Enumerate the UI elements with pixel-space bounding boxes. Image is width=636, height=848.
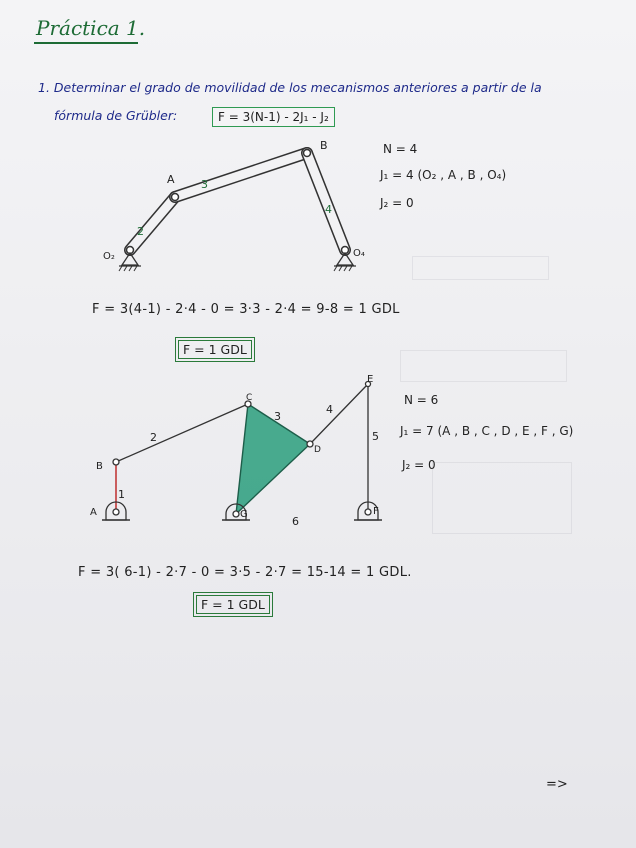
mech2-note-J2: J₂ = 0 bbox=[402, 458, 436, 472]
mech2-label-F: F bbox=[373, 506, 379, 517]
mech2-label-A: A bbox=[90, 507, 97, 518]
mech2-label-G: G bbox=[240, 509, 248, 520]
mech1-link4 bbox=[307, 153, 345, 250]
mech1-link2 bbox=[130, 197, 175, 250]
joint-B2 bbox=[113, 459, 119, 465]
mech1-link3 bbox=[175, 153, 307, 197]
mech1-label-link2: 2 bbox=[137, 225, 144, 238]
mech2-label-link5: 5 bbox=[372, 430, 379, 443]
mech1-label-B: B bbox=[320, 139, 328, 152]
mech1-note-N: N = 4 bbox=[383, 142, 418, 156]
page-title: Práctica 1. bbox=[36, 16, 146, 40]
exercise-statement-text: Determinar el grado de movilidad de los mecanismos anteriores a partir de la bbox=[53, 80, 542, 95]
mech1-label-link3: 3 bbox=[201, 178, 208, 191]
mech2-label-D: D bbox=[314, 445, 321, 455]
mech1-calculation: F = 3(4-1) - 2·4 - 0 = 3·3 - 2·4 = 9-8 = 1 GDL bbox=[92, 302, 400, 317]
bleed-through-smudge-3 bbox=[400, 350, 567, 382]
joint-A bbox=[172, 194, 179, 201]
mech2-label-link6: 6 bbox=[292, 515, 299, 528]
joint-B bbox=[304, 150, 311, 157]
mech2-label-B: B bbox=[96, 461, 103, 472]
mech1-label-O4: O₄ bbox=[353, 248, 365, 259]
mech2-link4 bbox=[310, 384, 368, 444]
mech1-label-link4: 4 bbox=[325, 203, 332, 216]
title-underline bbox=[34, 42, 138, 44]
mech1-label-O2: O₂ bbox=[103, 251, 115, 262]
mech2-note-N: N = 6 bbox=[404, 393, 439, 407]
bleed-through-smudge-2 bbox=[432, 462, 572, 534]
mech2-note-J1: J₁ = 7 (A , B , C , D , E , F , G) bbox=[400, 424, 574, 438]
mech2-label-link3: 3 bbox=[274, 410, 281, 423]
grubler-formula: F = 3(N-1) - 2J₁ - J₂ bbox=[212, 107, 335, 127]
mech2-link3-triangle bbox=[236, 404, 310, 514]
mech2-label-C: C bbox=[246, 393, 253, 403]
mech2-label-link2: 2 bbox=[150, 431, 157, 444]
exercise-number: 1. bbox=[38, 80, 50, 95]
exercise-statement-line2: fórmula de Grübler: bbox=[54, 108, 178, 123]
mech1-note-J2: J₂ = 0 bbox=[380, 196, 414, 210]
mechanism1-diagram bbox=[95, 135, 375, 280]
bleed-through-smudge bbox=[412, 256, 549, 280]
mech1-note-J1: J₁ = 4 (O₂ , A , B , O₄) bbox=[380, 168, 507, 182]
mech1-result: F = 1 GDL bbox=[178, 340, 252, 359]
mech1-label-A: A bbox=[167, 173, 175, 186]
continue-arrow: => bbox=[546, 777, 568, 792]
mech2-link2 bbox=[116, 404, 248, 462]
mech2-label-link4: 4 bbox=[326, 403, 333, 416]
exercise-statement-line1 bbox=[38, 80, 542, 95]
joint-D bbox=[307, 441, 313, 447]
mechanism2-diagram bbox=[88, 370, 398, 530]
mech2-label-link1: 1 bbox=[118, 488, 125, 501]
mech2-label-E: E bbox=[367, 374, 374, 385]
mech2-result: F = 1 GDL bbox=[196, 595, 270, 614]
mech2-calculation: F = 3( 6-1) - 2·7 - 0 = 3·5 - 2·7 = 15-14 = 1 GDL. bbox=[78, 565, 412, 580]
